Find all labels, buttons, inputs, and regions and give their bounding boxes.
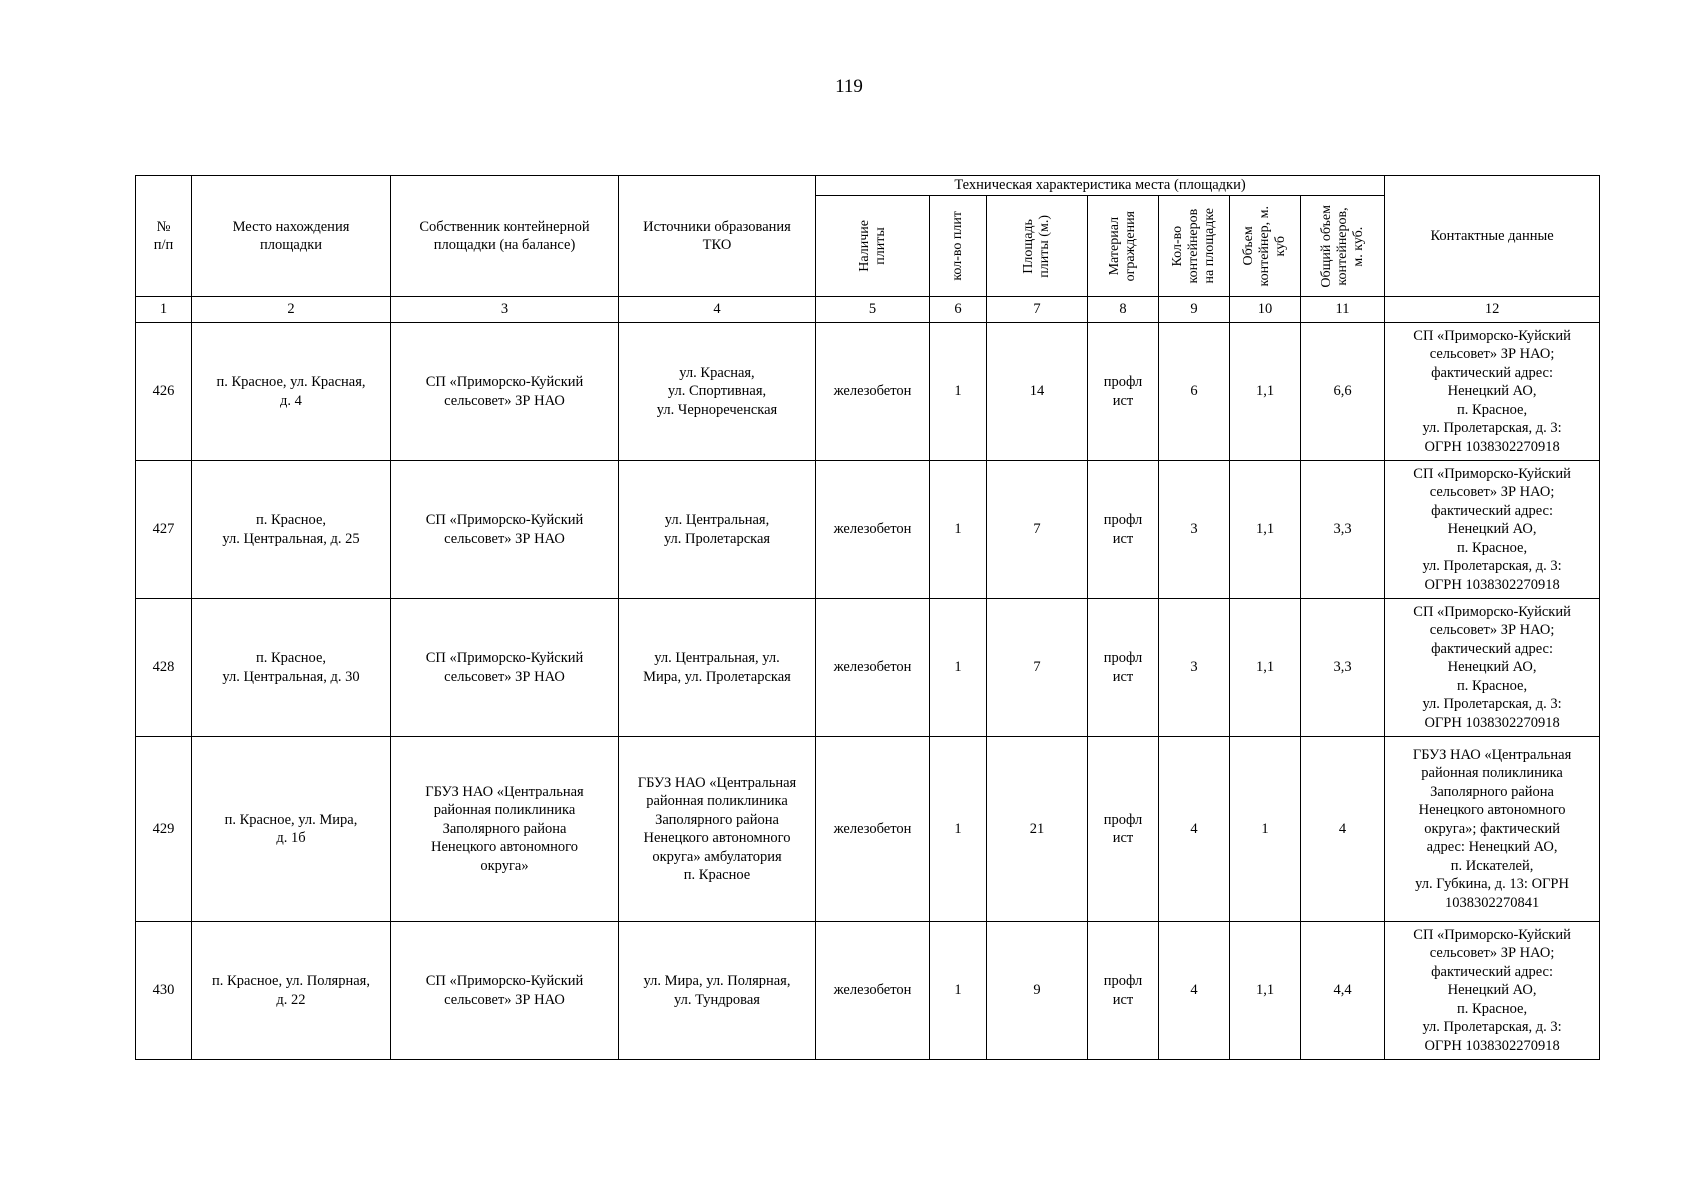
header-tech-group: Техническая характеристика места (площадки) (816, 176, 1385, 196)
cell-container-volume: 1 (1230, 737, 1301, 922)
header-fence: Материал ограждения (1088, 196, 1159, 297)
cell-slab: железобетон (816, 323, 930, 461)
cell-num: 427 (136, 461, 192, 599)
cell-owner: СП «Приморско-Куйский сельсовет» ЗР НАО (391, 323, 619, 461)
cell-total-volume: 4,4 (1301, 922, 1385, 1060)
cell-owner: СП «Приморско-Куйский сельсовет» ЗР НАО (391, 461, 619, 599)
header-total-volume: Общий объем контейнеров, м. куб. (1301, 196, 1385, 297)
cell-location: п. Красное, ул. Центральная, д. 30 (192, 599, 391, 737)
cell-slab: железобетон (816, 599, 930, 737)
cell-sources: ул. Центральная, ул. Мира, ул. Пролетарская (619, 599, 816, 737)
cell-slab: железобетон (816, 922, 930, 1060)
column-number: 8 (1088, 297, 1159, 323)
cell-slab-count: 1 (930, 737, 987, 922)
column-number: 4 (619, 297, 816, 323)
registry-table (135, 175, 1600, 1060)
header-sources: Источники образования ТКО (619, 176, 816, 297)
cell-location: п. Красное, ул. Мира, д. 1б (192, 737, 391, 922)
cell-containers: 4 (1159, 922, 1230, 1060)
header-contacts: Контактные данные (1385, 176, 1600, 297)
cell-container-volume: 1,1 (1230, 461, 1301, 599)
table-row (136, 323, 1600, 461)
header-slab: Наличие плиты (816, 196, 930, 297)
header-owner: Собственник контейнерной площадки (на балансе) (391, 176, 619, 297)
cell-slab-count: 1 (930, 461, 987, 599)
column-number: 2 (192, 297, 391, 323)
cell-containers: 3 (1159, 599, 1230, 737)
column-number: 9 (1159, 297, 1230, 323)
cell-sources: ул. Мира, ул. Полярная, ул. Тундровая (619, 922, 816, 1060)
cell-owner: СП «Приморско-Куйский сельсовет» ЗР НАО (391, 599, 619, 737)
cell-containers: 3 (1159, 461, 1230, 599)
column-number: 5 (816, 297, 930, 323)
cell-num: 428 (136, 599, 192, 737)
cell-slab-count: 1 (930, 599, 987, 737)
cell-contacts: СП «Приморско-Куйский сельсовет» ЗР НАО; фактический адрес: Ненецкий АО, п. Красное, ул. Пролетарская, д. 3: ОГРН 1038302270918 (1385, 599, 1600, 737)
header-slab-area: Площадь плиты (м.) (987, 196, 1088, 297)
header-num: № п/п (136, 176, 192, 297)
cell-num: 426 (136, 323, 192, 461)
cell-container-volume: 1,1 (1230, 599, 1301, 737)
table-row (136, 461, 1600, 599)
table-body (136, 297, 1600, 1060)
cell-fence: профл ист (1088, 323, 1159, 461)
cell-owner: ГБУЗ НАО «Центральная районная поликлиника Заполярного района Ненецкого автономного округа» (391, 737, 619, 922)
cell-sources: ул. Красная, ул. Спортивная, ул. Чернореченская (619, 323, 816, 461)
column-number-row (136, 297, 1600, 323)
header-container-volume: Объем контейнер, м. куб (1230, 196, 1301, 297)
cell-fence: профл ист (1088, 737, 1159, 922)
cell-container-volume: 1,1 (1230, 323, 1301, 461)
table-row (136, 737, 1600, 922)
cell-slab-count: 1 (930, 323, 987, 461)
cell-slab: железобетон (816, 737, 930, 922)
cell-contacts: СП «Приморско-Куйский сельсовет» ЗР НАО; фактический адрес: Ненецкий АО, п. Красное, ул. Пролетарская, д. 3: ОГРН 1038302270918 (1385, 323, 1600, 461)
cell-sources: ул. Центральная, ул. Пролетарская (619, 461, 816, 599)
cell-total-volume: 3,3 (1301, 599, 1385, 737)
cell-containers: 4 (1159, 737, 1230, 922)
cell-total-volume: 3,3 (1301, 461, 1385, 599)
cell-location: п. Красное, ул. Центральная, д. 25 (192, 461, 391, 599)
column-number: 7 (987, 297, 1088, 323)
cell-total-volume: 6,6 (1301, 323, 1385, 461)
column-number: 3 (391, 297, 619, 323)
cell-fence: профл ист (1088, 599, 1159, 737)
column-number: 12 (1385, 297, 1600, 323)
column-number: 6 (930, 297, 987, 323)
cell-num: 429 (136, 737, 192, 922)
cell-slab-area: 7 (987, 599, 1088, 737)
cell-slab-area: 7 (987, 461, 1088, 599)
column-number: 10 (1230, 297, 1301, 323)
header-containers: Кол-во контейнеров на площадке (1159, 196, 1230, 297)
cell-location: п. Красное, ул. Полярная, д. 22 (192, 922, 391, 1060)
header-slab-count: кол-во плит (930, 196, 987, 297)
cell-slab-area: 9 (987, 922, 1088, 1060)
cell-num: 430 (136, 922, 192, 1060)
cell-contacts: СП «Приморско-Куйский сельсовет» ЗР НАО; фактический адрес: Ненецкий АО, п. Красное, ул. Пролетарская, д. 3: ОГРН 1038302270918 (1385, 922, 1600, 1060)
cell-contacts: ГБУЗ НАО «Центральная районная поликлиника Заполярного района Ненецкого автономного округа»; фактический адрес: Ненецкий АО, п. Искателей, ул. Губкина, д. 13: ОГРН 1038302270841 (1385, 737, 1600, 922)
cell-fence: профл ист (1088, 461, 1159, 599)
cell-slab: железобетон (816, 461, 930, 599)
header-location: Место нахождения площадки (192, 176, 391, 297)
cell-containers: 6 (1159, 323, 1230, 461)
cell-container-volume: 1,1 (1230, 922, 1301, 1060)
cell-contacts: СП «Приморско-Куйский сельсовет» ЗР НАО; фактический адрес: Ненецкий АО, п. Красное, ул. Пролетарская, д. 3: ОГРН 1038302270918 (1385, 461, 1600, 599)
table-header (136, 176, 1600, 297)
cell-sources: ГБУЗ НАО «Центральная районная поликлиника Заполярного района Ненецкого автономного округа» амбулатория п. Красное (619, 737, 816, 922)
page-number: 119 (835, 76, 863, 97)
table-row (136, 922, 1600, 1060)
cell-slab-area: 21 (987, 737, 1088, 922)
cell-slab-count: 1 (930, 922, 987, 1060)
cell-slab-area: 14 (987, 323, 1088, 461)
column-number: 1 (136, 297, 192, 323)
cell-owner: СП «Приморско-Куйский сельсовет» ЗР НАО (391, 922, 619, 1060)
table-row (136, 599, 1600, 737)
cell-total-volume: 4 (1301, 737, 1385, 922)
cell-fence: профл ист (1088, 922, 1159, 1060)
column-number: 11 (1301, 297, 1385, 323)
cell-location: п. Красное, ул. Красная, д. 4 (192, 323, 391, 461)
